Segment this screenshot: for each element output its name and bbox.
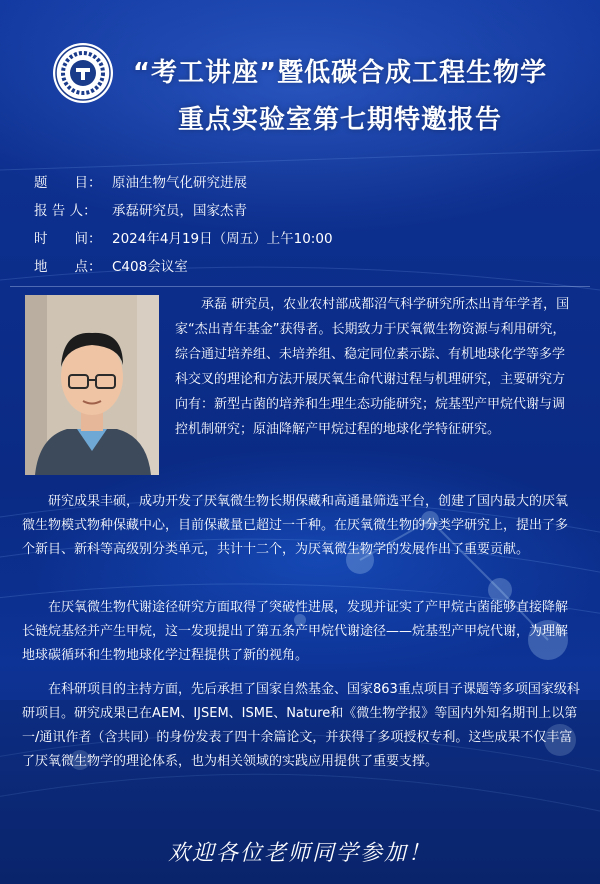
info-row-speaker <box>34 199 247 219</box>
info-key: 题 目： <box>34 175 102 191</box>
speaker-bio <box>175 292 575 442</box>
info-value: 原油生物气化研究进展 <box>112 175 247 191</box>
info-row-time <box>34 227 333 247</box>
welcome-message: 欢迎各位老师同学参加！ <box>167 841 432 866</box>
info-value: 承磊研究员，国家杰青 <box>112 203 247 219</box>
bio-text: 承磊 研究员，农业农村部成都沼气科学研究所杰出青年学者，国家“杰出青年基金”获得者。长期致力于厌氧微生物资源与利用研究，综合通过培养组、未培养组、稳定同位素示踪、有机地球化学等多学科交叉的理论和方法开展厌氧生命代谢过程与机理研究，主要研究方向有：新型古菌的培养和生理生态功能研究；烷基型产甲烷代谢与调控机制研究；原油降解产甲烷过程的地球化学特征研究。 <box>175 297 570 437</box>
achievement-paragraph <box>22 596 580 668</box>
achievement-paragraph <box>22 678 580 774</box>
info-key: 地 点： <box>34 259 102 275</box>
info-key: 时 间： <box>34 231 102 247</box>
paragraph-text: 在厌氧微生物代谢途径研究方面取得了突破性进展，发现并证实了产甲烷古菌能够直接降解长链烷基烃并产生甲烷，这一发现提出了第五条产甲烷代谢途径——烷基型产甲烷代谢，为理解地球碳循环和生物地球化学过程提供了新的视角。 <box>22 600 569 663</box>
poster-title-line2: 重点实验室第七期特邀报告 <box>177 105 502 135</box>
poster-title-line1: “考工讲座”暨低碳合成工程生物学 <box>132 58 548 88</box>
info-value: 2024年4月19日（周五）上午10:00 <box>112 231 333 247</box>
paragraph-text: 在科研项目的主持方面，先后承担了国家自然基金、国家863重点项目子课题等多项国家级科研项目。研究成果已在AEM、IJSEM、ISME、Nature和《微生物学报》等国内外知名期刊上以第一/通讯作者（含共同）的身份发表了四十余篇论文，并获得了多项授权专利。这些成果不仅丰富了厌氧微生物学的理论体系，也为相关领域的实践应用提供了重要支撑。 <box>22 682 580 769</box>
paragraph-text: 研究成果丰硕，成功开发了厌氧微生物长期保藏和高通量筛选平台，创建了国内最大的厌氧微生物模式物种保藏中心，目前保藏量已超过一千种。在厌氧微生物的分类学研究上，提出了多个新目、新科等高级别分类单元，共计十二个，为厌氧微生物学的发展作出了重要贡献。 <box>22 494 569 557</box>
info-row-location <box>34 255 188 275</box>
info-row-topic <box>34 171 247 191</box>
info-value: C408会议室 <box>112 259 188 275</box>
achievement-paragraph <box>22 490 580 562</box>
info-key: 报 告 人： <box>34 203 97 219</box>
speaker-photo <box>25 295 159 475</box>
section-divider <box>10 286 590 287</box>
